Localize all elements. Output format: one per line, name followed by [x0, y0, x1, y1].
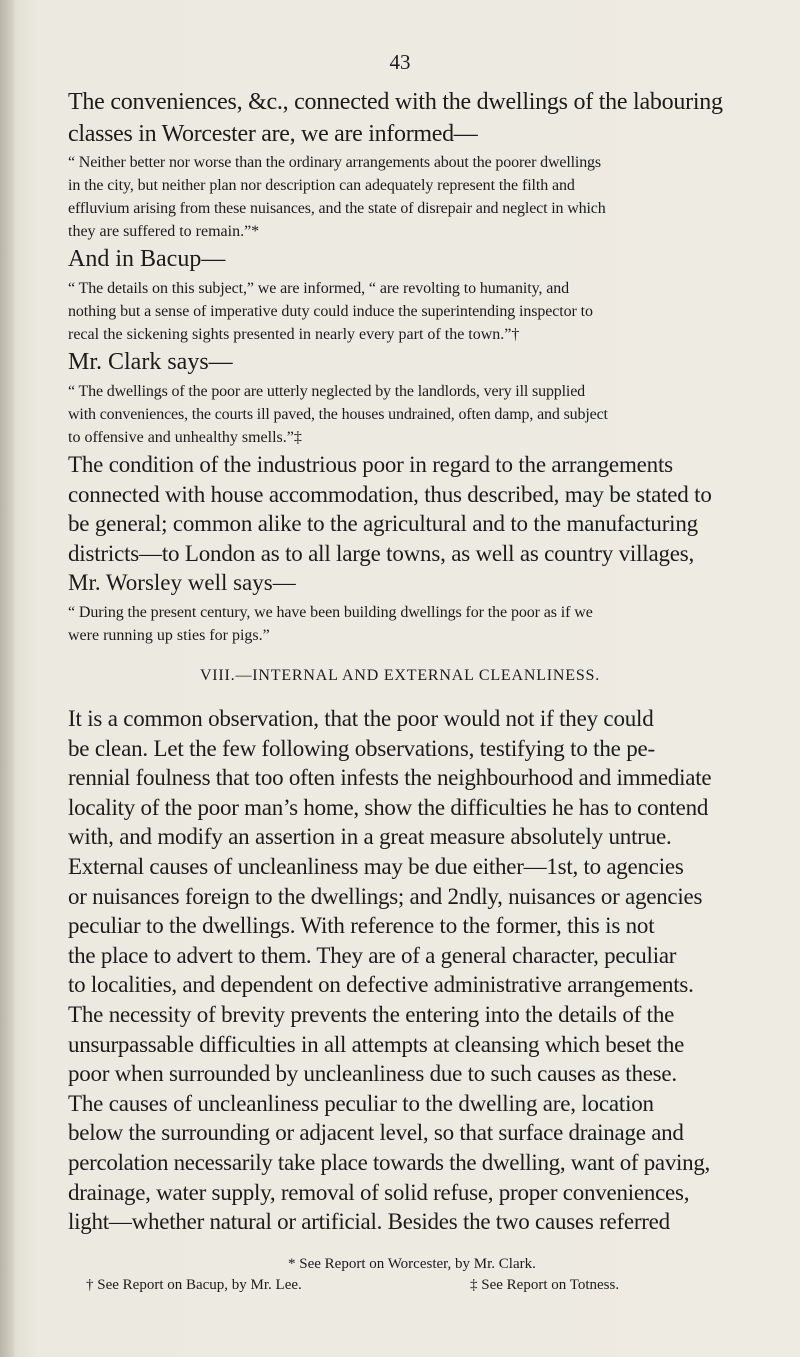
text-line: drainage, water supply, removal of solid refuse, proper conveniences, [68, 1179, 690, 1205]
text-line: light—whether natural or artificial. Besides the two causes referred [68, 1209, 670, 1235]
text-line: the place to advert to them. They are of a general character, peculiar [68, 942, 677, 968]
text-line: “ The dwellings of the poor are utterly neglected by the landlords, very ill supplied [68, 383, 586, 400]
quote-worsley [68, 601, 786, 647]
text-line: rennial foulness that too often infests the neighbourhood and immediate [68, 765, 712, 791]
text-line: with, and modify an assertion in a great measure absolutely untrue. [68, 824, 672, 850]
quote-clark [68, 380, 786, 449]
text-line: poor when surrounded by uncleanliness due to such causes as these. [68, 1061, 677, 1087]
text-line: percolation necessarily take place towards the dwelling, want of paving, [68, 1149, 710, 1175]
text-line: peculiar to the dwellings. With reference to the former, this is not [68, 913, 655, 939]
text-line: “ The details on this subject,” we are informed, “ are revolting to humanity, and [68, 280, 570, 297]
text-line: nothing but a sense of imperative duty could induce the superintending inspector to [68, 303, 593, 320]
text-line: below the surrounding or adjacent level, so that surface drainage and [68, 1120, 684, 1146]
quote-worcester [68, 151, 786, 243]
text-line: External causes of uncleanliness may be due either—1st, to agencies [68, 853, 684, 879]
text-line: be general; common alike to the agricultural and to the manufacturing [68, 511, 698, 536]
text-line: with conveniences, the courts ill paved, the houses undrained, often damp, and subject [68, 406, 608, 423]
footnote-worcester: * See Report on Worcester, by Mr. Clark. [288, 1256, 536, 1272]
text-line: “ Neither better nor worse than the ordinary arrangements about the poorer dwellings [68, 154, 601, 171]
page-number: 43 [389, 50, 411, 74]
text-line: to localities, and dependent on defective administrative arrangements. [68, 972, 694, 998]
text-line: districts—to London as to all large towns, as well as country villages, [68, 540, 695, 566]
text-line: or nuisances foreign to the dwellings; and 2ndly, nuisances or agencies [68, 883, 703, 909]
bacup-lead: And in Bacup— [68, 246, 226, 272]
footnote-bacup: † See Report on Bacup, by Mr. Lee. [86, 1277, 302, 1293]
text-line: The condition of the industrious poor in regard to the arrangements [68, 452, 673, 477]
footnote-totness: ‡ See Report on Totness. [470, 1277, 620, 1293]
text-line: It is a common observation, that the poor would not if they could [68, 706, 654, 731]
condition-paragraph [68, 450, 786, 598]
text-line: be clean. Let the few following observations, testifying to the pe- [68, 735, 655, 761]
text-line: locality of the poor man’s home, show the difficulties he has to contend [68, 794, 709, 820]
text-line: effluvium arising from these nuisances, and the state of disrepair and neglect in which [68, 200, 606, 217]
text-line: unsurpassable difficulties in all attempts at cleansing which beset the [68, 1031, 685, 1057]
text-line: The causes of uncleanliness peculiar to the dwelling are, location [68, 1090, 654, 1116]
intro-paragraph [68, 86, 786, 150]
cleanliness-paragraph [68, 704, 786, 1237]
quote-bacup [68, 277, 786, 346]
text-line: to offensive and unhealthy smells.”‡ [68, 429, 302, 446]
text-line: The conveniences, &c., connected with the dwellings of the labouring [68, 89, 723, 115]
text-line: connected with house accommodation, thus described, may be stated to [68, 481, 712, 507]
text-line: “ During the present century, we have been building dwellings for the poor as if we [68, 604, 593, 621]
text-line: were running up sties for pigs.” [68, 627, 270, 644]
text-line: recal the sickening sights presented in nearly every part of the town.”† [68, 326, 520, 343]
text-line: in the city, but neither plan nor description can adequately represent the filth and [68, 177, 575, 194]
clark-lead: Mr. Clark says— [68, 349, 233, 375]
text-line: Mr. Worsley well says— [68, 570, 296, 595]
text-line: they are suffered to remain.”* [68, 223, 260, 240]
text-line: classes in Worcester are, we are informed— [68, 121, 478, 147]
text-line: The necessity of brevity prevents the entering into the details of the [68, 1001, 675, 1027]
section-heading: VIII.—INTERNAL AND EXTERNAL CLEANLINESS. [199, 667, 601, 684]
